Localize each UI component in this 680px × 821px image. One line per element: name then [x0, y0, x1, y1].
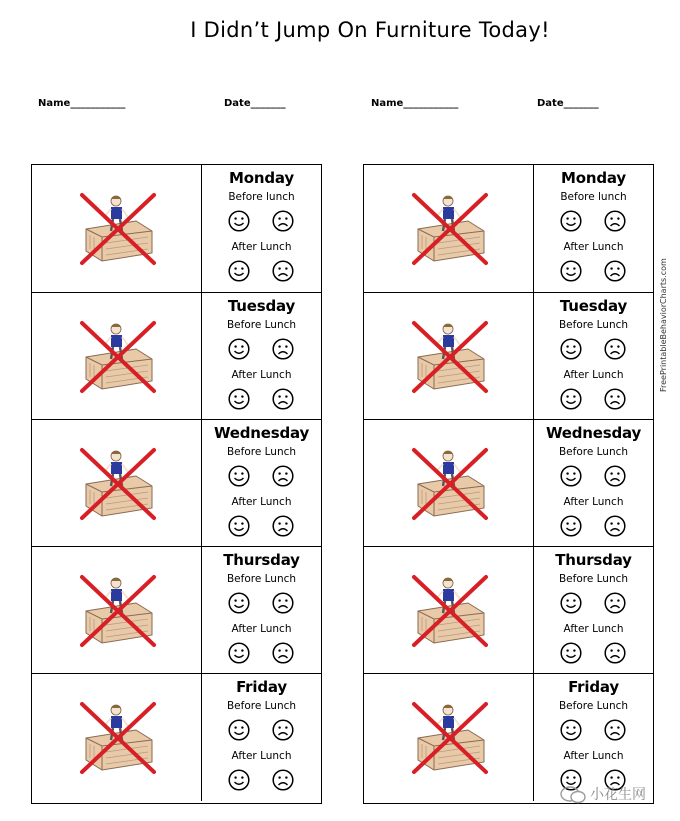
- before-lunch-label: Before Lunch: [558, 573, 629, 585]
- day-name: Tuesday: [227, 297, 296, 315]
- sad-face-icon[interactable]: [272, 260, 294, 282]
- picture-cell: [364, 674, 534, 801]
- day-cell: [202, 547, 321, 674]
- sad-face-icon[interactable]: [604, 388, 626, 410]
- day-row: [32, 165, 321, 293]
- after-lunch-label: After Lunch: [231, 241, 292, 253]
- day-row: [364, 165, 653, 293]
- day-row: [32, 673, 321, 801]
- sad-face-icon[interactable]: [604, 465, 626, 487]
- after-lunch-label: After Lunch: [563, 369, 624, 381]
- after-lunch-label: After Lunch: [231, 623, 292, 635]
- day-row: [364, 419, 653, 547]
- page-title: I Didn’t Jump On Furniture Today!: [190, 18, 550, 42]
- day-name: Friday: [568, 678, 619, 696]
- name-field-left: Name___________: [38, 98, 126, 109]
- smiley-face-icon[interactable]: [228, 210, 250, 232]
- no-jumping-on-sofa-icon: [410, 319, 490, 395]
- day-row: [364, 673, 653, 801]
- smiley-face-icon[interactable]: [228, 388, 250, 410]
- smiley-face-icon[interactable]: [560, 210, 582, 232]
- day-cell: [202, 674, 321, 801]
- sad-face-icon[interactable]: [604, 515, 626, 537]
- picture-cell: [32, 420, 202, 547]
- sad-face-icon[interactable]: [604, 210, 626, 232]
- after-lunch-label: After Lunch: [231, 369, 292, 381]
- day-row: [32, 546, 321, 674]
- before-lunch-label: Before lunch: [560, 191, 627, 203]
- smiley-face-icon[interactable]: [228, 719, 250, 741]
- brand-watermark: 小花生网: [590, 787, 646, 803]
- no-jumping-on-sofa-icon: [410, 700, 490, 776]
- sad-face-icon[interactable]: [272, 642, 294, 664]
- smiley-face-icon[interactable]: [228, 338, 250, 360]
- date-field-left: Date_______: [224, 98, 286, 109]
- sad-face-icon[interactable]: [272, 515, 294, 537]
- smiley-face-icon[interactable]: [560, 592, 582, 614]
- day-row: [32, 292, 321, 420]
- smiley-face-icon[interactable]: [560, 642, 582, 664]
- date-field-right: Date_______: [537, 98, 599, 109]
- sad-face-icon[interactable]: [272, 769, 294, 791]
- day-row: [364, 292, 653, 420]
- sad-face-icon[interactable]: [272, 592, 294, 614]
- smiley-face-icon[interactable]: [560, 719, 582, 741]
- sad-face-icon[interactable]: [604, 338, 626, 360]
- smiley-face-icon[interactable]: [560, 515, 582, 537]
- day-cell: [202, 420, 321, 547]
- no-jumping-on-sofa-icon: [78, 191, 158, 267]
- before-lunch-label: Before Lunch: [558, 319, 629, 331]
- day-cell: [202, 293, 321, 420]
- day-cell: [202, 165, 321, 293]
- before-lunch-label: Before Lunch: [558, 700, 629, 712]
- day-cell: [534, 165, 653, 293]
- wechat-icon: [560, 786, 586, 804]
- picture-cell: [364, 547, 534, 674]
- smiley-face-icon[interactable]: [560, 465, 582, 487]
- no-jumping-on-sofa-icon: [78, 319, 158, 395]
- day-name: Thursday: [555, 551, 632, 569]
- day-row: [32, 419, 321, 547]
- picture-cell: [32, 674, 202, 801]
- smiley-face-icon[interactable]: [228, 465, 250, 487]
- before-lunch-label: Before Lunch: [226, 700, 297, 712]
- sad-face-icon[interactable]: [272, 210, 294, 232]
- sad-face-icon[interactable]: [604, 642, 626, 664]
- day-cell: [534, 674, 653, 801]
- smiley-face-icon[interactable]: [228, 769, 250, 791]
- before-lunch-label: Before lunch: [228, 191, 295, 203]
- sad-face-icon[interactable]: [272, 338, 294, 360]
- before-lunch-label: Before Lunch: [558, 446, 629, 458]
- smiley-face-icon[interactable]: [560, 388, 582, 410]
- smiley-face-icon[interactable]: [228, 515, 250, 537]
- after-lunch-label: After Lunch: [231, 750, 292, 762]
- side-watermark: FreePrintableBehaviorCharts.com: [659, 258, 668, 392]
- before-lunch-label: Before Lunch: [226, 446, 297, 458]
- smiley-face-icon[interactable]: [228, 260, 250, 282]
- picture-cell: [32, 547, 202, 674]
- picture-cell: [364, 165, 534, 293]
- after-lunch-label: After Lunch: [563, 496, 624, 508]
- no-jumping-on-sofa-icon: [410, 446, 490, 522]
- smiley-face-icon[interactable]: [228, 642, 250, 664]
- no-jumping-on-sofa-icon: [78, 700, 158, 776]
- sad-face-icon[interactable]: [272, 465, 294, 487]
- sad-face-icon[interactable]: [604, 719, 626, 741]
- after-lunch-label: After Lunch: [563, 241, 624, 253]
- picture-cell: [364, 420, 534, 547]
- behavior-chart-left: [31, 164, 322, 804]
- after-lunch-label: After Lunch: [563, 623, 624, 635]
- name-field-right: Name___________: [371, 98, 459, 109]
- picture-cell: [32, 293, 202, 420]
- day-name: Friday: [236, 678, 287, 696]
- sad-face-icon[interactable]: [272, 388, 294, 410]
- before-lunch-label: Before Lunch: [226, 319, 297, 331]
- picture-cell: [364, 293, 534, 420]
- no-jumping-on-sofa-icon: [78, 446, 158, 522]
- behavior-chart-right: [363, 164, 654, 804]
- day-cell: [534, 420, 653, 547]
- day-row: [364, 546, 653, 674]
- after-lunch-label: After Lunch: [231, 496, 292, 508]
- no-jumping-on-sofa-icon: [410, 191, 490, 267]
- day-name: Wednesday: [545, 424, 642, 442]
- day-name: Tuesday: [559, 297, 628, 315]
- day-name: Monday: [561, 169, 626, 187]
- after-lunch-label: After Lunch: [563, 750, 624, 762]
- sad-face-icon[interactable]: [604, 592, 626, 614]
- no-jumping-on-sofa-icon: [410, 573, 490, 649]
- day-name: Wednesday: [213, 424, 310, 442]
- smiley-face-icon[interactable]: [560, 260, 582, 282]
- sad-face-icon[interactable]: [604, 260, 626, 282]
- day-cell: [534, 547, 653, 674]
- day-name: Thursday: [223, 551, 300, 569]
- day-name: Monday: [229, 169, 294, 187]
- sad-face-icon[interactable]: [272, 719, 294, 741]
- picture-cell: [32, 165, 202, 293]
- day-cell: [534, 293, 653, 420]
- before-lunch-label: Before Lunch: [226, 573, 297, 585]
- no-jumping-on-sofa-icon: [78, 573, 158, 649]
- smiley-face-icon[interactable]: [228, 592, 250, 614]
- smiley-face-icon[interactable]: [560, 338, 582, 360]
